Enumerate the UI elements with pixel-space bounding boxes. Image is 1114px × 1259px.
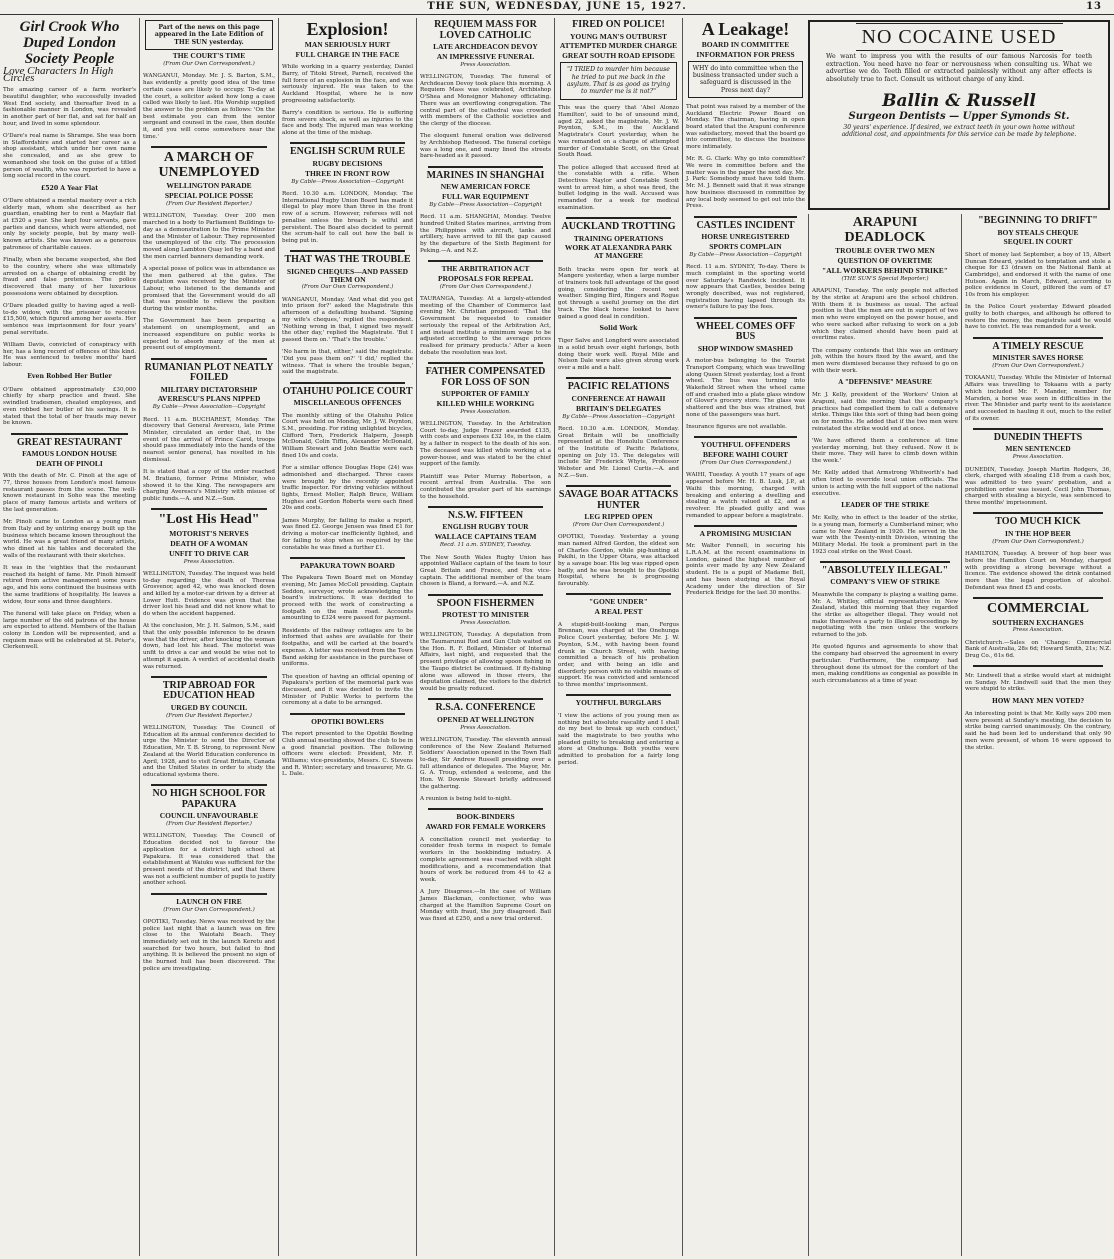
headline-marines-in-shanghai: MARINES IN SHANGHAI: [426, 169, 545, 181]
crosshead: Solid Work: [599, 324, 638, 332]
subhead-horse-unregistered: HORSE UNREGISTERED: [701, 232, 790, 242]
story-paragraph: The question of having an official opening of Papakura's portion of the memorial park was discussed, and it was decided to invite the Minister of Public Works to perform the ceremony at a date to be arranged.: [282, 673, 413, 707]
story-paragraph: Short of money last September, a boy of 15, Albert Duncan Edward, yielded to temptation and stole a cheque for £3 (drawn on the National Bank at Cambridge), and endorsed it with the name of one Hutson. Again in March, Edward, according to police evidence in Court, pilfered the sum of £7 10s from his employer.: [965, 251, 1111, 299]
subhead-killed-while-working: KILLED WHILE WORKING: [436, 398, 535, 408]
headline-castles-incident: CASTLES INCIDENT: [696, 219, 795, 231]
story-paragraph: ARAPUNI, Tuesday. The only people not affected by the strike at Arapuni are the school children. With them it is business as usual. The actual position is that the men are out in support of two men who were employed on the power house, and who were sacked after refusing to work on a job which they claimed should have been paid at overtime rates.: [812, 288, 958, 342]
story-paragraph: WELLINGTON, Tuesday. The Council of Education at its annual conference decided to urge the Minister to send the Director of Education, Mr. T. B. Strong, to represent New Zealand at the World Education conference in April, 1928, and to visit Great Britain, Canada and the United States in order to study the educational systems there.: [143, 725, 275, 778]
byline: By Cable—Press Association—Copyright: [291, 178, 404, 185]
subhead-companys-view: COMPANY'S VIEW OF STRIKE: [830, 577, 940, 587]
subhead-death-of-woman: DEATH OF A WOMAN: [170, 538, 248, 548]
headline-rsa-conference: R.S.A. CONFERENCE: [435, 702, 536, 714]
headline-nsw-fifteen: N.S.W. FIFTEEN: [447, 509, 524, 521]
subhead-board-in-committee: BOARD IN COMMITTEE: [701, 39, 790, 49]
subhead-great-south-road: GREAT SOUTH ROAD EPISODE: [562, 51, 675, 61]
headline-father-compensated: FATHER COMPENSATED FOR LOSS OF SON: [425, 366, 546, 388]
subhead-motorists-nerves: MOTORIST'S NERVES: [169, 528, 249, 538]
story-paragraph: Recd. 10.30 a.m. LONDON, Monday. Great Britain will be unofficially represented at the Honolulu Conference of the Institute of Pacific Relations, opening on July 15. The delegates will include Sir Frederick Whyte, Professor Webster and Mr. Lionel Curtis.—A. and N.Z.—Sun.: [558, 425, 679, 479]
quote-box: "I TRIED to murder him because he tried to put me back in the asylum. That is as good as trying to murder me is it not?": [560, 62, 677, 100]
headline-otahuhu-police-court: OTAHUHU POLICE COURT: [282, 385, 413, 397]
crosshead: £520 A Year Flat: [40, 184, 99, 192]
story-paragraph: A stupid-built-looking man, Fergus Brennan, was charged at the Onehunga Police Court yesterday, before Mr. J. W. Poynton, S.M., with having been found drunk in Church Street, with having committed a breach of his probation order, and with being an idle and disorderly person with no visible means of support. He was convicted and sentenced to three months' imprisonment.: [558, 621, 679, 689]
story-paragraph: O'Dare pleaded guilty to having aged a well-to-do widow, with the prisoner to receive £15,500, which figured among her assets. Her sentence was imprisonment for four years' penal servitude.: [3, 302, 136, 336]
story-paragraph: For a similar offence Douglas Hope (24) was admonished and discharged. Three cases were brought by the recently appointed traffic inspector. For driving vehicles without lights, Ernest Moller, Ralph Bruce, William Hughes and Gordon Roberts were each fined 20s and costs.: [282, 465, 413, 512]
story-paragraph: TAURANGA, Tuesday. At a largely-attended meeting of the Chamber of Commerce last evening Mr. Christian proposed: 'That the Government be requested to consider seriously the repeal of the Arbitration Act, and instead institute a minimum wage to be adjusted according to the average prices realised for primary products.' After a keen debate the resolution was lost.: [420, 296, 551, 356]
headline-requiem-mass: REQUIEM MASS FOR LOVED CATHOLIC: [434, 19, 537, 41]
byline: (From Our Own Correspondent.): [572, 521, 665, 528]
story-paragraph: 'No harm in that, either,' said the magistrate. 'Did you pass them on?' 'I did,' replied the witness. 'That is where the trouble began,' said the magistrate.: [282, 349, 413, 376]
story-paragraph: HAMILTON, Tuesday. A brewer of hop beer was before the Hamilton Court on Monday, charged with providing a strong beverage without a licence. The evidence showed the drink contained more than the legal proportion of alcohol. Defendant was fined £5 and costs.: [965, 551, 1111, 591]
divider: [11, 433, 128, 435]
headline-papakura-town-board: PAPAKURA TOWN BOARD: [300, 560, 395, 570]
subhead-alexandra-park: WORK AT ALEXANDRA PARK: [564, 243, 673, 253]
divider: [290, 557, 405, 559]
byline: Press Association.: [1012, 627, 1064, 634]
byline: By Cable—Press Association—Copyright: [429, 201, 542, 208]
divider: [151, 784, 267, 786]
byline: (From Our Resident Reporter.): [166, 201, 252, 208]
subhead-death-of-pinoli: DEATH OF PINOLI: [36, 458, 103, 468]
divider: [973, 337, 1103, 339]
divider: [428, 594, 543, 596]
story-paragraph: WELLINGTON, Tuesday. The eleventh annual conference of the New Zealand Returned Soldiers' Association opened in the Town Hall to-day, Sir Andrew Russell presiding over a full attendance of delegates. The Mayor, Mr. G. A. Troup, extended a welcome, and the Hon. W. Downie Stewart briefly addressed the gathering.: [420, 736, 551, 790]
headline-arbitration-act: THE ARBITRATION ACT: [441, 264, 530, 274]
headline-explosion: Explosion!: [306, 19, 389, 39]
story-paragraph: Insurance figures are not available.: [686, 424, 787, 431]
story-paragraph: Recd. 10.30 a.m. LONDON, Monday. The International Rugby Union Board has made it illegal to play more than three in the front row of a scrum. However, referees will not penalise unless the breach is wilful and persistent. The Board also decided to permit the scrum-half to call out how the ball is being put in.: [282, 191, 413, 244]
story-paragraph: Finally, when she became suspected, she fled to the country, where she was ultimately arrested on a charge of obtaining credit by fraud and false pretences. The police discovered that many of her luxurious possessions were obtained by deception.: [3, 257, 136, 297]
story-paragraph: WELLINGTON, Tuesday. The Council of Education decided not to favour the application for a district high school at Papakura. It was considered that the establishment at Waiuku was sufficient for the present needs of the district, and that there was not a sufficient number of pupils to justify another school.: [143, 833, 275, 887]
byline: (From Our Resident Reporter.): [166, 712, 252, 719]
byline: Press Association.: [183, 558, 235, 565]
byline: Press Association.: [1012, 454, 1064, 461]
story-paragraph: Mr. Lindwell that a strike would start at midnight on Sunday. Mr. Lindwell said that the men they were stupid to strike.: [965, 673, 1111, 693]
subhead-boy-steals-cheque: BOY STEALS CHEQUE: [997, 227, 1079, 237]
story-paragraph: WELLINGTON, Tuesday. In the Arbitration Court to-day, Judge Frazer awarded £135, with costs and expenses £32 16s, in the claim by a father in respect to the death of his son. The deceased was killed while working at a power-house, and was stated to be the chief support of the family.: [420, 421, 551, 468]
divider: [151, 146, 267, 148]
story-paragraph: WELLINGTON, Tuesday. A deputation from the Taumarunui Rod and Gun Club waited on the Hon. R. F. Bollard, Minister of Internal Affairs, last night, and requested that the present privilege of allowing spoon fishing in the Taupo district be continued. If fly-fishing alone was allowed in those rivers, the deputation claimed, the visitors to the district would be greatly reduced.: [420, 632, 551, 692]
headline-too-much-kick: TOO MUCH KICK: [995, 516, 1081, 528]
story-paragraph: The report presented to the Opotiki Bowling Club annual meeting showed the club to be in a good financial position. The following officers were elected: President, Mr. F. Williams; vice-presidents, Messrs. C. Stevens and R. Winter; secretary and treasurer, Mr. G. L. Dale.: [282, 731, 413, 778]
dentist-advertisement: [808, 20, 1110, 210]
story-paragraph: It was in the 'eighties that the restaurant reached its height of fame. Mr. Pinoli himself retired from active management some years ago, and his sons continued the business with the same traditions of hospitality. He leaves a widow, four sons and three daughters.: [3, 565, 136, 605]
divider: [566, 593, 671, 595]
subhead-question-of-overtime: QUESTION OF OVERTIME: [837, 256, 933, 266]
subhead-conference-hawaii: CONFERENCE AT HAWAII: [571, 393, 666, 403]
divider: [428, 698, 543, 700]
story-paragraph: While working in a quarry yesterday, Daniel Barry, of Titoki Street, Parnell, received the full force of an explosion in the face, and was seriously injured. He was taken to the Auckland Hospital, where he is now progressing satisfactorily.: [282, 64, 413, 104]
story-paragraph: He quoted figures and agreements to show that the company had observed the agreement in every particular. Furthermore, the company had throughout done its utmost for the comfort of the men, making conditions as congenial as possible in such circumstances at a time of year.: [812, 644, 958, 684]
subhead-before-waihi-court: BEFORE WAIHI COURT: [702, 450, 789, 460]
crosshead: HOW MANY MEN VOTED?: [992, 697, 1084, 705]
subhead-military-dictatorship: MILITARY DICTATORSHIP: [160, 384, 258, 394]
divider: [566, 377, 671, 379]
byline: (From Our Own Correspondent.): [699, 460, 792, 467]
headline-march-of-unemployed: A MARCH OF UNEMPLOYED: [158, 150, 260, 180]
headline-youthful-offenders: YOUTHFUL OFFENDERS: [700, 440, 791, 450]
subhead-love-characters: Love Characters In High Circles: [3, 65, 114, 84]
divider: [428, 166, 543, 168]
subhead-proposals-for-repeal: PROPOSALS FOR REPEAL: [437, 273, 533, 283]
story-paragraph: An interesting point is that Mr. Kelly says 200 men were present at Sunday's meeting, the decision to strike being carried unanimously. On the contrary, said he had been led to understand that only 90 men were present, of whom 16 were opposed to the strike.: [965, 711, 1111, 751]
column-3: [278, 18, 416, 1256]
ad-copy: We want to impress you with the results of our famous Narcosis for teeth extraction. You need have no fear or nervousness when consulting us. What we advertise we do. Teeth filled or extracted painlessly without any after effects is absolutely true to fact. Consult us without charge of any kind.: [826, 53, 1092, 83]
headline-courts-time: THE COURT'S TIME: [172, 51, 246, 61]
story-paragraph: Recd. 11 a.m. BUCHAREST, Monday. The discovery that General Averescu, late Prime Minister, circulated an order that, in the event of the arrival of Prince Carol, troops should pass immediately into the hands of the nearest senior general, has resulted in his dismissal.: [143, 416, 275, 463]
divider: [151, 358, 267, 360]
story-paragraph: Residents of the railway cottages are to be informed that ashes are available for their footpaths, and will be carted at the board's expense. A letter was received from the Town Band asking for assistance in the purchase of uniforms.: [282, 627, 413, 668]
subhead-hop-beer: IN THE HOP BEER: [1005, 528, 1071, 538]
byline: By Cable—Press Association—Copyright: [562, 413, 675, 420]
headline-no-high-school: NO HIGH SCHOOL FOR PAPAKURA: [152, 788, 266, 810]
story-paragraph: The eloquent funeral oration was delivered by Archbishop Redwood. The funeral cortège was a long one, and many lined the streets bare-headed as it passed.: [420, 133, 551, 160]
subhead-council-unfavourable: COUNCIL UNFAVOURABLE: [159, 811, 259, 821]
column-2: [139, 18, 278, 1256]
story-paragraph: Both tracks were open for work at Mangere yesterday, when a large number of trainers took full advantage of the good going, considering the recent wet weather. Singing Bird, Ringers and Rogue got through a useful journey on the dirt track. The black horse looked to have gained a good deal in condition.: [558, 266, 679, 320]
divider: [694, 525, 797, 527]
divider: [973, 597, 1103, 599]
story-paragraph: The Government has been preparing a statement on unemployment, and an increased expenditure on public works is expected to absorb many of the men at present out of employment.: [143, 318, 275, 352]
ad-headline-text: NO COCAINE USED: [856, 23, 1063, 51]
column-1: [0, 18, 139, 1256]
subhead-britains-delegates: BRITAIN'S DELEGATES: [576, 403, 661, 413]
subhead-famous-london-house: FAMOUS LONDON HOUSE: [22, 449, 117, 459]
subhead-protest-to-minister: PROTEST TO MINISTER: [441, 610, 530, 620]
byline: (THE SUN'S Special Reporter.): [841, 276, 929, 282]
headline-girl-crook: Girl Crook Who Duped London Society People: [19, 19, 120, 67]
subhead-wellington-parade: WELLINGTON PARADE: [166, 181, 252, 191]
story-paragraph: The amazing career of a farm worker's beautiful daughter, who successfully invaded West End society, and thereafter lived in a fashionable manner in London, was revealed in another part of her flat, and sat for half an hour, and lived in some splendour.: [3, 87, 136, 127]
byline: Recd. 11 a.m. SYDNEY, Tuesday.: [439, 542, 532, 549]
divider: [694, 436, 797, 438]
story-paragraph: OPOTIKI, Tuesday. Yesterday a young man named Alfred Gordon, the eldest son of Charles Gordon, while pig-hunting at Pakihi, in the Upper Otara, was attacked by a savage boar. His leg was ripped open badly, and he was brought to the Opotiki Hospital, where he is progressing favourably.: [558, 534, 679, 588]
late-edition-notice: Part of the news on this page appeared in the Late Edition of THE SUN yesterday.: [145, 20, 273, 50]
byline: By Cable—Press Association—Copyright: [689, 251, 802, 258]
subhead-supporter-of-family: SUPPORTER OF FAMILY: [441, 389, 530, 398]
story-paragraph: WANGANUI, Monday. 'And what did you get into prison for?' asked the Magistrate this afternoon of a defaulting husband. 'Signing my wife's cheques,' replied the respondent. 'Nothing wrong in that, I signed two myself the other day,' replied the Magistrate. 'But I passed them on.' 'That's the trouble.': [282, 296, 413, 343]
divider: [290, 713, 405, 715]
byline: (From Our Own Correspondent.): [992, 538, 1084, 545]
story-paragraph: Recd. 11 a.m. SHANGHAI, Monday. Twelve hundred United States marines, arriving from the Philippines with aircraft, tanks and artillery, have arrived to fill the gap caused by the departure of the Sixth Regiment for Peking.—A. and N.Z.: [420, 214, 551, 254]
divider: [428, 260, 543, 262]
subhead-shop-window-smashed: SHOP WINDOW SMASHED: [697, 343, 794, 353]
headline-absolutely-illegal: "ABSOLUTELY ILLEGAL": [821, 564, 949, 576]
subhead-special-police: SPECIAL POLICE POSSE: [164, 191, 254, 201]
divider: [290, 142, 405, 144]
subhead-new-american-force: NEW AMERICAN FORCE: [440, 182, 531, 192]
story-paragraph: TOKAANU, Tuesday. While the Minister of Internal Affairs was travelling to Tokaanu with a party which included Mr. F. Mander, member for Marsden, a horse was seen in difficulties in the river. The Minister and party went to its assistance and succeeded in hauling it out, much to the relief of its owner.: [965, 375, 1111, 422]
subhead-full-charge: FULL CHARGE IN THE FACE: [295, 49, 400, 59]
headline-auckland-trotting: AUCKLAND TROTTING: [561, 221, 676, 233]
subhead-training-operations: TRAINING OPERATIONS: [573, 233, 664, 243]
byline: Press Association.: [460, 620, 511, 626]
story-paragraph: A special posse of police was in attendance as the men gathered at the gates. The deputation was received by the Minister of Labour, who listened to the demands and promised that the Government would do all that was possible to relieve the position during the winter months.: [143, 265, 275, 313]
headline-fired-on-police: FIRED ON POLICE!: [572, 19, 665, 30]
story-paragraph: Mr. J. Kelly, president of the Workers' Union at Arapuni, said this morning that the company's practices had compelled them to call a defensive strike. Things like this sort of thing had been going on for months. He added that if the two men were reinstated the strike would end at once.: [812, 392, 958, 432]
divider: [566, 217, 671, 219]
subhead-southern-exchanges: SOUTHERN EXCHANGES: [992, 617, 1084, 627]
divider: [973, 665, 1103, 667]
subhead-men-sentenced: MEN SENTENCED: [1005, 444, 1071, 454]
story-paragraph: Mr. Kelly, who in effect is the leader of the strike, is a young man, formerly a Cumberland miner, who came to New Zealand in 1920. He served in the war with the Twenty-ninth Division, winning the Military Medal. He took a prominent part in the 1923 coal strike on the West Coast.: [812, 515, 958, 555]
story-paragraph: Plaintiff was Peter Murray Robertson, a recent arrival from Australia. The son contributed the greater part of his earnings to the household.: [420, 473, 551, 500]
subhead-attempted-murder: ATTEMPTED MURDER CHARGE: [559, 41, 678, 51]
story-paragraph: WELLINGTON, Tuesday. Over 200 men marched in a body to Parliament Buildings to-day as a demonstration to the Prime Minister and the Minister of Labour. They represented the unemployed of the city. The procession moved along Lambton Quay led by a band and the men carried banners demanding work.: [143, 213, 275, 260]
story-paragraph: A reunion is being held to-night.: [420, 796, 512, 803]
subhead-rugby-decisions: RUGBY DECISIONS: [312, 158, 383, 168]
crosshead: A "DEFENSIVE" MEASURE: [838, 378, 932, 386]
divider: [428, 808, 543, 810]
divider: [151, 508, 267, 510]
divider: [694, 317, 797, 319]
story-paragraph: WELLINGTON, Tuesday. The funeral of Archdeacon Devoy took place this morning. A Requiem Mass was celebrated, Archbishop O'Shea and Monsignor Mahoney officiating. There was an overflowing congregation. The central part of the cathedral was crowded with members of the Catholic societies and the clergy of the diocese.: [420, 74, 551, 127]
byline: (From Our Own Correspondent.): [163, 906, 255, 913]
story-paragraph: O'Dare obtained approximately £30,000 chiefly by sharp practice and fraud. She swindled tradesmen, cheated employees, and even robbed her butler of his savings. It is stated that the total of her frauds may never be known.: [3, 386, 136, 427]
crosshead: AT MANGERE: [594, 253, 643, 261]
subhead-man-seriously-hurt: MAN SERIOUSLY HURT: [304, 39, 391, 49]
subhead-unfit-to-drive: UNFIT TO DRIVE CAR: [169, 548, 249, 558]
story-paragraph: It is stated that a copy of the order reached M. Bratiano, former Prime Minister, who showed it to the King. The newspapers are charging Averescu's Ministry with misuse of public funds.—A. and N.Z.—Sun.: [143, 469, 275, 502]
story-paragraph: 'I view the actions of you young men as nothing but absolute rascality and I shall do my best to break up such conduct,' said the magistrate to two youths who pleaded guilty to breaking and entering a store at Onehunga. Both youths were admitted to probation for a fairly long period.: [558, 712, 679, 766]
headline-wheel-comes-off-bus: WHEEL COMES OFF BUS: [696, 320, 795, 343]
subhead-a-real-pest: A REAL PEST: [594, 607, 643, 617]
story-paragraph: Meanwhile the company is playing a waiting game. Mr. A. Whitley, official representative in New Zealand, stated this morning that they regarded the strike as altogether illegal. They would not make themselves a party to illegal proceedings by negotiating with the men unless the workers returned to the job.: [812, 591, 958, 639]
story-paragraph: A Jury Disagrees.—In the case of William James Blackman, confectioner, who was charged at the Hamilton Supreme Court on Monday with fraud, the jury disagreed. Bail was fixed at £250, and a new trial ordered.: [420, 889, 551, 923]
story-paragraph: Barry's condition is serious. He is suffering from severe shock, as well as injuries to the face and body. The injured man was working alone at the time of the mishap.: [282, 110, 413, 137]
story-paragraph: In the Police Court yesterday Edward pleaded guilty to both charges, and although he offered to restore the money, the magistrate said he would have to convict. He was remanded for a week.: [965, 304, 1111, 331]
story-paragraph: DUNEDIN, Tuesday. Joseph Martin Rodgers, 36, clerk, charged with stealing £18 from a cash box, was admitted to two years' probation, and a prohibition order was issued. Cecil John Thomas, charged with stealing a bicycle, was sentenced to three months' imprisonment.: [965, 466, 1111, 507]
subhead-miscellaneous-offences: MISCELLANEOUS OFFENCES: [293, 398, 402, 408]
subhead-impressive-funeral: AN IMPRESSIVE FUNERAL: [436, 51, 535, 61]
column-7: [808, 214, 961, 1256]
masthead: [0, 0, 1114, 15]
byline: Press Association.: [460, 724, 511, 731]
headline-commercial: COMMERCIAL: [987, 600, 1089, 616]
headline-timely-rescue: A TIMELY RESCUE: [992, 340, 1084, 352]
subhead-wallace-captains: WALLACE CAPTAINS TEAM: [434, 532, 537, 542]
divider: [151, 893, 267, 895]
divider: [973, 428, 1103, 430]
headline-book-binders: BOOK-BINDERS: [456, 812, 515, 822]
story-paragraph: William Davis, convicted of conspiracy with her, has a long record of offences of this kind. He was sentenced to twelve months' hard labour.: [3, 342, 136, 369]
ad-brand: Ballin & Russell: [882, 91, 1036, 112]
subhead-archdeacon-devoy: LATE ARCHDEACON DEVOY: [433, 42, 538, 51]
crosshead: LEADER OF THE STRIKE: [841, 501, 929, 509]
divider: [566, 694, 671, 696]
subhead-three-in-front-row: THREE IN FRONT ROW: [304, 168, 391, 178]
subhead-trouble-over-two-men: TROUBLE OVER TWO MEN: [835, 246, 935, 256]
story-paragraph: The Papakura Town Board met on Monday evening, Mr. James McColl presiding. Captain Seddon, surveyor, wrote acknowledging the board's instructions. It was decided to proceed with the work of constructing a footpath on the main road. Accounts amounting to £324 were passed for payment.: [282, 575, 413, 622]
headline-great-restaurant: GREAT RESTAURANT: [16, 436, 123, 448]
headline-youthful-burglars: YOUTHFUL BURGLARS: [575, 698, 662, 708]
divider: [290, 382, 405, 384]
story-paragraph: James Murphy, for failing to make a report, was fined £2. George Jensen was fined £1 for driving a motor-car inefficiently lighted, and for failing to stop when so required by the constable he was fined a further £1.: [282, 517, 413, 551]
subhead-averescu: AVERESCU'S PLANS NIPPED: [157, 394, 261, 404]
headline-english-scrum-rule: ENGLISH SCRUM RULE: [289, 146, 406, 158]
subhead-full-war-equipment: FULL WAR EQUIPMENT: [442, 192, 529, 202]
page-number: 13: [1086, 1, 1102, 12]
story-paragraph: WAIHI, Tuesday. A youth 17 years of age appeared before Mr. H. B. Lusk, J.P., at Waihi this morning, charged with breaking and entering a dwelling and stealing a watch valued at £2, and a revolver. He pleaded guilty and was remanded to appear before a magistrate.: [686, 472, 805, 519]
subhead-information-for-press: INFORMATION FOR PRESS: [696, 49, 795, 59]
headline-pacific-relations: PACIFIC RELATIONS: [567, 381, 670, 393]
byline: (From Our Own Correspondent.): [301, 284, 394, 291]
byline: Press Association.: [460, 61, 511, 68]
story-paragraph: O'Dare obtained a mental mastery over a rich elderly man, whom she described as her guardian, enabling her to rent a Mayfair flat at £520 a year. She kept four servants, gave parties and dances, which were attended, not only by society people, but by many well-known artists. She was known as a generous patroness of charitable causes.: [3, 197, 136, 251]
story-paragraph: The monthly sitting of the Otahuhu Police Court was held on Monday, Mr. J. W. Poynton, S.M., presiding. For riding unlighted bicycles, Clifford Torn, Frederick Halpern, Joseph McDonald, Colin Tiffin, Alexander McDonald, William Stewart and John Beattie were each fined 10s and costs.: [282, 412, 413, 459]
story-paragraph: The company contends that this was an ordinary job, within the hours fixed by the award, and the men were dismissed because they refused to go on with their work.: [812, 347, 958, 374]
byline: (From Our Own Correspondent.): [992, 363, 1084, 370]
story-paragraph: The funeral will take place on Friday, when a large number of the old patrons of the house are expected to attend. Members of the Italian colony in London will be represented, and a requiem mass will be celebrated at St. Peter's, Clerkenwell.: [3, 610, 136, 651]
divider: [973, 512, 1103, 514]
quote-box: WHY do into committee when the business transacted under such a safeguard is discussed in the Press next day?: [688, 61, 803, 99]
story-paragraph: OPOTIKI, Tuesday. News was received by the police last night that a launch was on fire close to the Waiotahi Beach. They immediately set out in the launch Keretu and searched for two hours, but failed to find anything. It is believed the present no sign of the burned hull has been discovered. The police are investigating.: [143, 918, 275, 972]
subhead-english-rugby-tour: ENGLISH RUGBY TOUR: [442, 522, 529, 532]
story-paragraph: Tiger Salve and Longford were associated in a solid brush over eight furlongs, both doing their work well. Royal Mile and Nelson Dale were also given strong work over a mile and a half.: [558, 338, 679, 371]
subhead-minister-saves-horse: MINISTER SAVES HORSE: [992, 353, 1084, 363]
subhead-sports-complain: SPORTS COMPLAIN: [709, 241, 782, 251]
subhead-leg-ripped-open: LEG RIPPED OPEN: [584, 512, 653, 522]
story-paragraph: The New South Wales Rugby Union has appointed Wallace captain of the team to tour Great Britain and France, and Fox vice-captain. The additional member of the team chosen is Bland, a forward.—A. and N.Z.: [420, 554, 551, 588]
masthead-title: THE SUN, WEDNESDAY, JUNE 15, 1927.: [427, 1, 687, 12]
byline: (From Our Own Correspondent.): [439, 283, 532, 290]
headline-trip-abroad: TRIP ABROAD FOR EDUCATION HEAD: [162, 679, 256, 702]
subhead-sequel-in-court: SEQUEL IN COURT: [1003, 237, 1073, 247]
byline: Press Association.: [460, 408, 511, 415]
subhead-urged-by-council: URGED BY COUNCIL: [170, 702, 248, 712]
story-paragraph: At the conclusion, Mr. J. H. Salmon, S.M., said that the only possible inference to be drawn was that the driver, after knocking the woman down, had lost his head. The motorist was unfit to drive a car and would be wise not to attempt it again. A verdict of accidental death was returned.: [143, 623, 275, 670]
story-paragraph: Mr. Pinoli came to London as a young man from Italy and by untiring energy built up the business which became known throughout the world. He was a great friend of many artists, who dined at his tables and decorated the walls of the restaurant with their sketches.: [3, 519, 136, 559]
column-4: [416, 18, 554, 1256]
subhead-opened-at-wellington: OPENED AT WELLINGTON: [437, 714, 534, 724]
headline-promising-musician: A PROMISING MUSICIAN: [699, 528, 792, 538]
story-paragraph: Mr. Walter Fennell, in securing his L.R.A.M. at the recent examinations in London, gained the highest number of points ever made by any New Zealand student. He is a pupil of Madame Bell, and has been studying at the Royal Academy under the direction of Sir Frederick Bridge for the last 30 months.: [686, 543, 805, 597]
story-paragraph: O'Dare's real name is Shrampe. She was born in Staffordshire and started her career as a shop assistant, which under her own name she concealed, and as she grew to womanhood she took on the guise of a titled person of wealth, who was reported to have a long social record in the court.: [3, 133, 136, 180]
headline-beginning-to-drift: "BEGINNING TO DRIFT": [978, 215, 1098, 226]
divider: [820, 561, 950, 563]
headline-rumanian-plot: RUMANIAN PLOT NEATLY FOILED: [144, 361, 274, 384]
headline-arapuni-deadlock: ARAPUNI DEADLOCK: [844, 215, 926, 245]
column-8: [961, 214, 1114, 1256]
story-paragraph: WELLINGTON, Tuesday. The inquest was held to-day regarding the death of Theresa Grosvenor, aged 42, who was knocked down and killed by a motor-car driven by a driver at Lower Hutt. Evidence was given that the driver lost his head and did not know what to do when the accident happened.: [143, 570, 275, 618]
story-paragraph: A motor-bus belonging to the Tourist Transport Company, which was travelling along Queen Street yesterday, lost a front wheel. The bus was turning into Wakefield Street when the wheel came off and crashed into a plate glass window of Glover's grocery store. The glass was shattered and the bus was strained, but none of the passengers was hurt.: [686, 358, 805, 418]
divider: [151, 676, 267, 678]
headline-opotiki-bowlers: OPOTIKI BOWLERS: [311, 716, 384, 726]
divider: [290, 250, 405, 252]
subhead-signed-cheques: SIGNED CHEQUES—AND PASSED THEM ON: [286, 266, 409, 284]
story-paragraph: 'We have offered them a conference at time yesterday morning, but they refused. Now it is their move. They will have to climb down within the week.': [812, 438, 958, 465]
divider: [694, 216, 797, 218]
headline-dunedin-thefts: DUNEDIN THEFTS: [993, 431, 1083, 443]
story-paragraph: WANGANUI, Monday. Mr. J. S. Barton, S.M., has evidently a pretty good idea of the time certain cases are likely to occupy. To-day at the court, a solicitor asked how long a case called was likely to last. His Worship supplied the answer to the problem as follows: 'On the best estimate you can from the senior sergeant and counsel in the case, then double it, and you will come somewhere near the time.': [143, 73, 275, 140]
story-paragraph: Mr. R. G. Clark: Why go into committee? We were in committee before and the matter was in the paper the next day. Mr. J. Park: Somebody must have told them. Mr. M. J. Bennett said that it was strange how business discussed in committee by any local body seemed to get out into the Press.: [686, 156, 805, 210]
headline-savage-boar: SAVAGE BOAR ATTACKS HUNTER: [558, 489, 679, 511]
byline: (From Our Own Correspondent.): [163, 61, 255, 68]
headline-a-leakage: A Leakage!: [701, 19, 790, 39]
story-paragraph: Mr. Kelly added that Armstrong Whitworth's had often tried to override local union officials. The union is acting with the full support of the national executive.: [812, 470, 958, 497]
story-paragraph: With the death of Mr. C. Pinoli at the age of 77, three houses from London's most famous restaurant passes from the scene. The well-known restaurant in Soho was the meeting place of many famous artists and writers of the last generation.: [3, 473, 136, 513]
subhead-all-workers-behind: "ALL WORKERS BEHIND STRIKE": [822, 266, 948, 276]
crosshead: Even Robbed Her Butler: [27, 373, 112, 381]
column-5: [554, 18, 682, 1256]
story-paragraph: This was the query that 'Abel Alonzo Hamilton', said to be of unsound mind, aged 22, asked the magistrate, Mr. J. W. Poynton, S.M., in the Auckland Magistrate's Court yesterday, when he was remanded on a charge of attempted murder of Constable Scott, on the Great South Road.: [558, 105, 679, 159]
divider: [566, 485, 671, 487]
column-6: [682, 18, 808, 1256]
headline-spoon-fishermen: SPOON FISHERMEN: [436, 597, 535, 609]
story-paragraph: That point was raised by a member of the Auckland Electric Power Board on Monday. The chairman, having in open board stated that the Arapuni conference was satisfactory, moved that the board go into committee, to discuss the business more intimately.: [686, 103, 805, 151]
story-paragraph: The police alleged that accused fired at the constable with a rifle. When Detectives Naylor and Constable Scott went to arrest him, a shot was fired, the bullet lodging in the wall. Accused was remanded for a week for medical examination.: [558, 164, 679, 211]
ad-small-print: 30 years' experience. If desired, we extract teeth in your own home without additional cost, and appointments for this service can be made by telephone.: [841, 124, 1077, 139]
story-paragraph: A conciliation council met yesterday to consider fresh terms in respect to female workers in the bookbinding industry. A complete agreement was reached with slight modifications, and a recommendation that hours of work be reduced from 44 to 42 a week.: [420, 836, 551, 883]
story-paragraph: Recd. 11 a.m. SYDNEY, To-day. There is much complaint in the sporting world over Saturday's Randwick incident. It now appears that Castles, besides being wrongly described, was not registered, registration having lapsed through its owner's failure to pay the fees.: [686, 264, 805, 311]
divider: [428, 506, 543, 508]
ad-subtitle: Surgeon Dentists — Upper Symonds St.: [848, 111, 1070, 123]
headline-launch-on-fire: LAUNCH ON FIRE: [176, 896, 242, 906]
headline-lost-his-head: "Lost His Head": [158, 512, 260, 528]
story-paragraph: Christchurch.—Sales on 'Change: Commercial Bank of Australia, 28s 6d; Howard Smith, 21s; N.Z. Drug Co., 61s 6d.: [965, 639, 1111, 660]
ad-headline: [810, 26, 1108, 49]
subhead-young-mans-outburst: YOUNG MAN'S OUTBURST: [569, 31, 668, 41]
divider: [428, 362, 543, 364]
byline: By Cable—Press Association—Copyright: [152, 404, 266, 411]
byline: (From Our Resident Reporter.): [166, 821, 252, 828]
headline-that-was-the-trouble: THAT WAS THE TROUBLE: [284, 254, 411, 266]
subhead-award-female-workers: AWARD FOR FEMALE WORKERS: [425, 822, 546, 832]
headline-gone-under: "GONE UNDER": [589, 597, 648, 607]
